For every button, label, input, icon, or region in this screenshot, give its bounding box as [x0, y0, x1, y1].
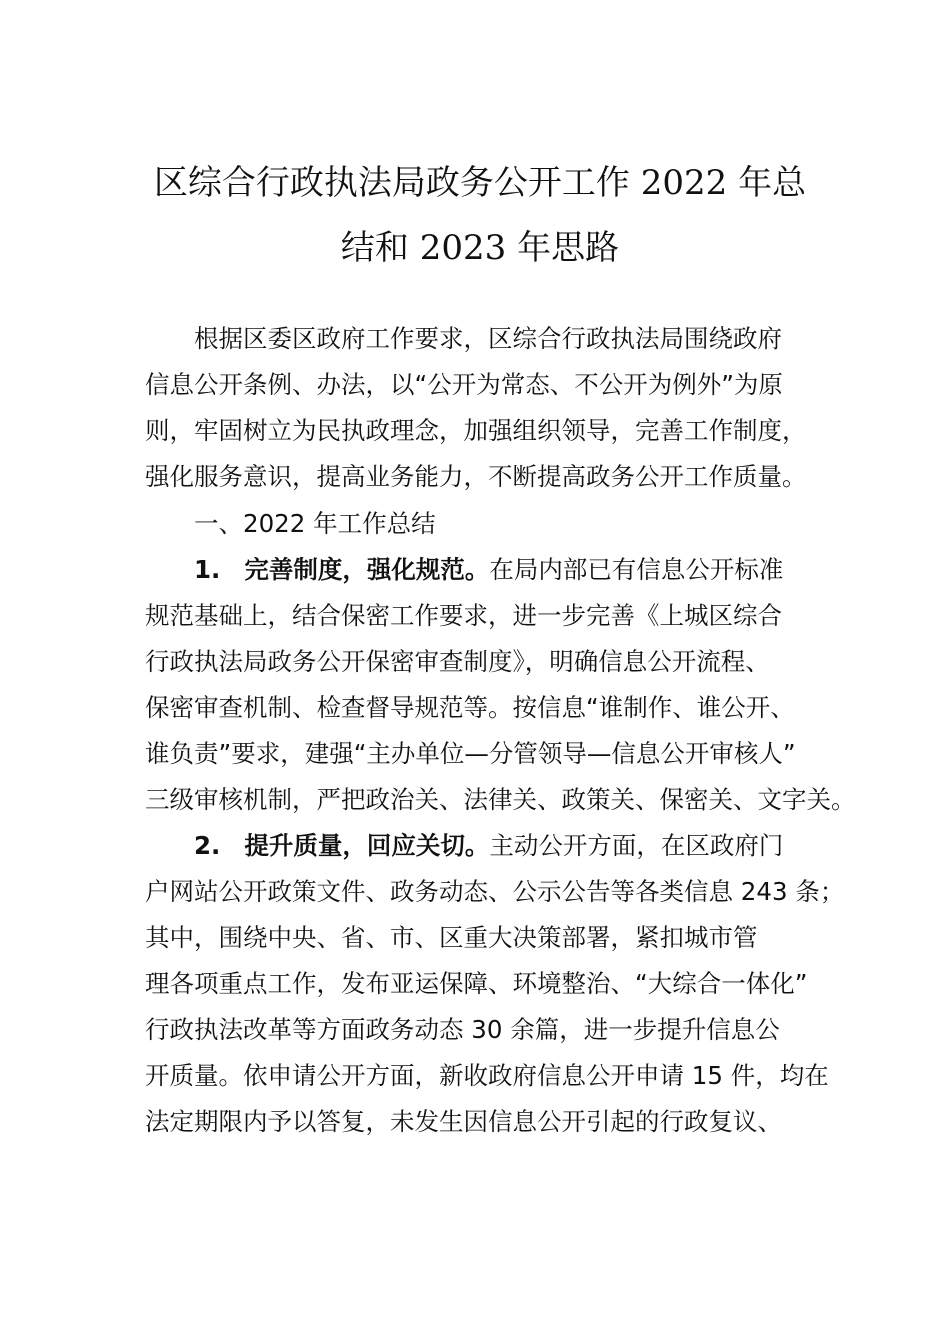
item-2-line: 法定期限内予以答复，未发生因信息公开引起的行政复议、 — [145, 1107, 782, 1136]
item-1-heading: 完善制度，强化规范。 — [244, 555, 490, 584]
document-title-line-2: 结和 2023 年思路 — [340, 228, 620, 268]
item-1-line: 谁负责”要求，建强“主办单位—分管领导—信息公开审核人” — [145, 739, 796, 768]
item-1-line: 三级审核机制，严把政治关、法律关、政策关、保密关、文字关。 — [145, 785, 856, 814]
intro-paragraph-line: 信息公开条例、办法，以“公开为常态、不公开为例外”为原 — [145, 370, 783, 399]
item-2-line: 理各项重点工作，发布亚运保障、环境整治、“大综合一体化” — [145, 969, 808, 998]
document-title-line-1: 区综合行政执法局政务公开工作 2022 年总 — [153, 163, 807, 203]
item-2-text: 主动公开方面，在区政府门 — [489, 831, 784, 860]
item-1-line: 行政执法局政务公开保密审查制度》，明确信息公开流程、 — [145, 647, 770, 676]
item-2-first-line — [194, 830, 894, 862]
intro-paragraph-line: 强化服务意识，提高业务能力，不断提高政务公开工作质量。 — [145, 462, 807, 491]
item-2-line: 户网站公开政策文件、政务动态、公示公告等各类信息 243 条； — [145, 877, 845, 906]
item-2-line: 行政执法改革等方面政务动态 30 余篇，进一步提升信息公 — [145, 1015, 780, 1044]
item-2-number: 2. — [194, 831, 221, 860]
section-heading: 一、2022 年工作总结 — [194, 509, 436, 538]
item-1-text: 在局内部已有信息公开标准 — [489, 555, 784, 584]
item-2-heading: 提升质量，回应关切。 — [244, 831, 490, 860]
item-1-line: 规范基础上，结合保密工作要求，进一步完善《上城区综合 — [145, 601, 782, 630]
intro-paragraph-line: 则，牢固树立为民执政理念，加强组织领导，完善工作制度， — [145, 416, 807, 445]
item-2-line: 开质量。依申请公开方面，新收政府信息公开申请 15 件，均在 — [145, 1061, 829, 1090]
intro-paragraph-line: 根据区委区政府工作要求，区综合行政执法局围绕政府 — [194, 324, 782, 353]
item-1-line: 保密审查机制、检查督导规范等。按信息“谁制作、谁公开、 — [145, 693, 795, 722]
item-1-first-line — [194, 554, 894, 586]
item-2-line: 其中，围绕中央、省、市、区重大决策部署，紧扣城市管 — [145, 923, 758, 952]
item-1-number: 1. — [194, 555, 221, 584]
